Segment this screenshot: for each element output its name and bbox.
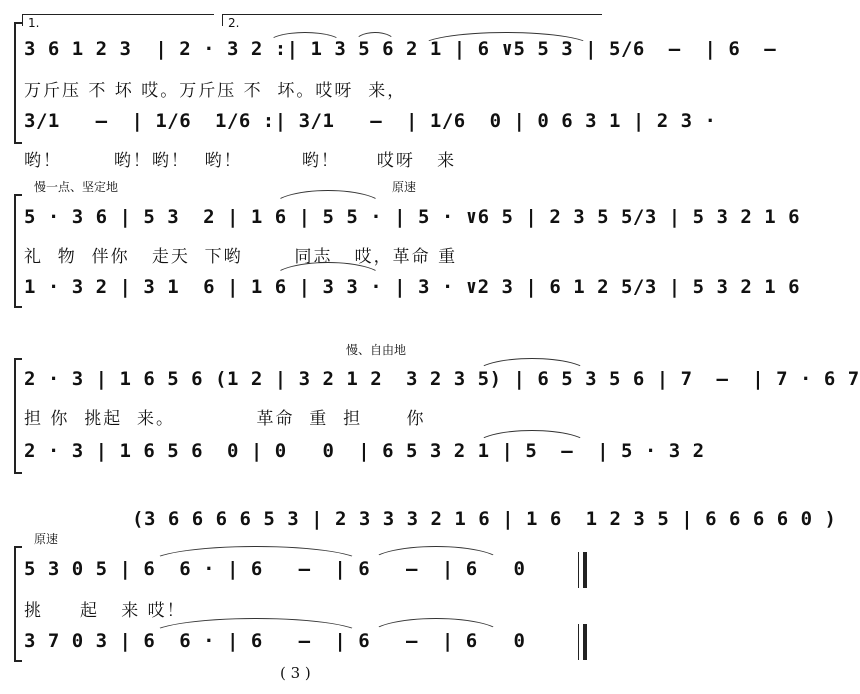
system2-lyrics: 礼 物 伴你 走天 下哟 同志 哎，革命 重 [24, 247, 458, 267]
volta-2-hook [222, 14, 223, 26]
system1-lower-lyrics: 哟！ 哟！哟！ 哟！ 哟！ 哎呀 来 [24, 151, 457, 171]
system3-tempo-mark: 慢、自由地 [346, 343, 407, 357]
system4-upper-notes: 5 3 0 5 | 6 6 · | 6 – | 6 – | 6 0 [24, 558, 526, 580]
system1-lower-notes: 3/1 – | 1/6 1/6 :| 3/1 – | 1/6 0 | 0 6 3 1 | 2 3 · [24, 110, 717, 132]
system3-lyrics: 担 你 挑起 来。 革命 重 担 你 [24, 409, 426, 429]
system1-bracket [14, 22, 22, 144]
slur [420, 32, 592, 47]
system1-upper-notes: 3 6 1 2 3 | 2 · 3 2 :| 1 3 5 6 2 1 | 6 ∨5 5 3 | 5/6 – | 6 – [24, 38, 777, 60]
system4-lyrics: 挑 起 来 哎！ [24, 601, 186, 621]
slur [370, 546, 502, 563]
system4-bracket [14, 546, 22, 662]
final-barline-thick [583, 624, 587, 660]
volta-1-label: 1. [28, 16, 40, 30]
system2-tempo-mark2: 原速 [392, 180, 417, 194]
system2-tempo-mark: 慢一点、坚定地 [34, 180, 119, 194]
page-number: ( 3 ) [280, 664, 311, 682]
system2-bracket [14, 194, 22, 308]
system3-lower-notes: 2 · 3 | 1 6 5 6 0 | 0 0 | 6 5 3 2 1 | 5 – | 5 · 3 2 [24, 440, 705, 462]
final-barline-thin [578, 552, 579, 588]
volta-2-label: 2. [228, 16, 240, 30]
system2-upper-notes: 5 · 3 6 | 5 3 2 | 1 6 | 5 5 · | 5 · ∨6 5 | 2 3 5 5/3 | 5 3 2 1 6 [24, 206, 801, 228]
system4-lower-notes: 3 7 0 3 | 6 6 · | 6 – | 6 – | 6 0 [24, 630, 526, 652]
slur [476, 430, 588, 445]
system3-upper-notes: 2 · 3 | 1 6 5 6 (1 2 | 3 2 1 2 3 2 3 5) | 6 5 3 5 6 | 7 – | 7 · 6 7 [24, 368, 860, 390]
volta-2-line [222, 14, 602, 15]
final-barline-thick [583, 552, 587, 588]
slur [150, 546, 362, 563]
system3-bracket [14, 358, 22, 474]
slur [268, 32, 342, 43]
final-barline-thin [578, 624, 579, 660]
volta-1-line [22, 14, 214, 15]
slur [272, 190, 384, 207]
volta-1-hook [22, 14, 23, 26]
system2-lower-notes: 1 · 3 2 | 3 1 6 | 1 6 | 3 3 · | 3 · ∨2 3 | 6 1 2 5/3 | 5 3 2 1 6 [24, 276, 801, 298]
system4-top-notes: (3 6 6 6 6 5 3 | 2 3 3 3 2 1 6 | 1 6 1 2 3 5 | 6 6 6 6 0 ) [132, 508, 837, 530]
slur [354, 32, 396, 43]
system4-tempo-mark: 原速 [34, 532, 59, 546]
system1-lyrics: 万斤压 不 坏 哎。万斤压 不 坏。哎呀 来， [24, 81, 407, 101]
slur [476, 358, 588, 373]
slur [370, 618, 502, 635]
